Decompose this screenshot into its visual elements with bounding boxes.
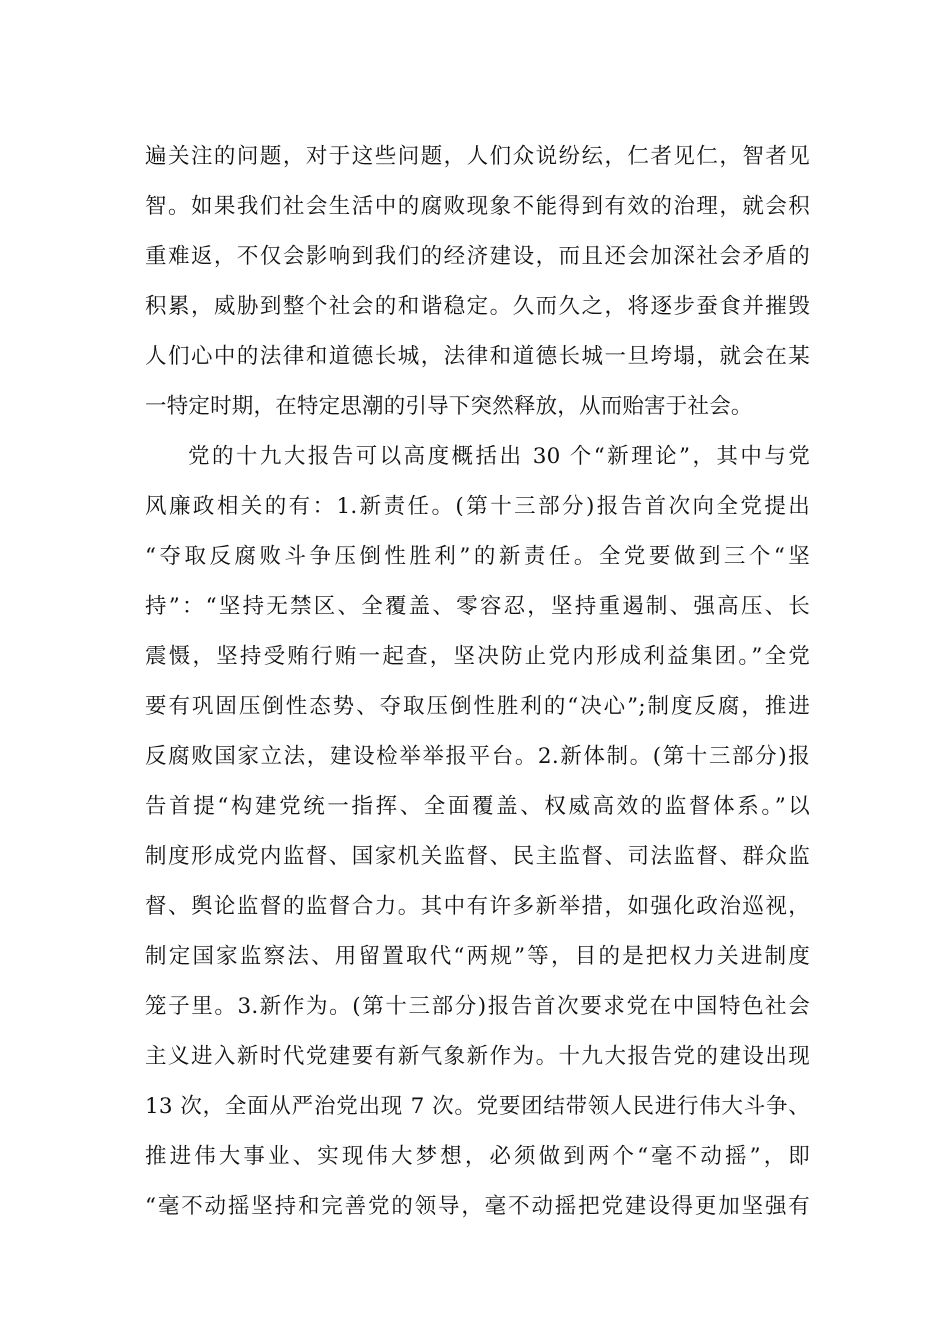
text-line: 人们心中的法律和道德长城，法律和道德长城一旦垮塌，就会在某 bbox=[145, 344, 810, 369]
text-line: 13 次，全面从严治党出现 7 次。党要团结带领人民进行伟大斗争、 bbox=[145, 1094, 810, 1119]
text-line: 震慑，坚持受贿行贿一起查，坚决防止党内形成利益集团。”全党 bbox=[145, 644, 810, 669]
text-line: 一特定时期，在特定思潮的引导下突然释放，从而贻害于社会。 bbox=[145, 394, 753, 419]
text-line: “毫不动摇坚持和完善党的领导，毫不动摇把党建设得更加坚强有 bbox=[145, 1194, 810, 1219]
text-line: “夺取反腐败斗争压倒性胜利”的新责任。全党要做到三个“坚 bbox=[145, 544, 810, 569]
text-line: 重难返，不仅会影响到我们的经济建设，而且还会加深社会矛盾的 bbox=[145, 244, 810, 269]
text-line: 持”：“坚持无禁区、全覆盖、零容忍，坚持重遏制、强高压、长 bbox=[145, 594, 810, 619]
text-line: 推进伟大事业、实现伟大梦想，必须做到两个“毫不动摇”，即 bbox=[145, 1144, 810, 1169]
text-line: 笼子里。3.新作为。(第十三部分)报告首次要求党在中国特色社会 bbox=[145, 994, 810, 1019]
text-line: 告首提“构建党统一指挥、全面覆盖、权威高效的监督体系。”以 bbox=[145, 794, 810, 819]
text-line: 主义进入新时代党建要有新气象新作为。十九大报告党的建设出现 bbox=[145, 1044, 810, 1069]
text-line: 智。如果我们社会生活中的腐败现象不能得到有效的治理，就会积 bbox=[145, 194, 810, 219]
text-line: 积累，威胁到整个社会的和谐稳定。久而久之，将逐步蚕食并摧毁 bbox=[145, 294, 810, 319]
text-line: 督、舆论监督的监督合力。其中有许多新举措，如强化政治巡视， bbox=[145, 894, 810, 919]
paragraph-first-line: 党的十九大报告可以高度概括出 30 个“新理论”，其中与党 bbox=[188, 444, 810, 469]
text-line: 要有巩固压倒性态势、夺取压倒性胜利的“决心”;制度反腐，推进 bbox=[145, 694, 810, 719]
text-line: 遍关注的问题，对于这些问题，人们众说纷纭，仁者见仁，智者见 bbox=[145, 144, 810, 169]
text-line: 制度形成党内监督、国家机关监督、民主监督、司法监督、群众监 bbox=[145, 844, 810, 869]
text-line: 风廉政相关的有：1.新责任。(第十三部分)报告首次向全党提出 bbox=[145, 494, 810, 519]
text-line: 反腐败国家立法，建设检举举报平台。2.新体制。(第十三部分)报 bbox=[145, 744, 810, 769]
text-line: 制定国家监察法、用留置取代“两规”等，目的是把权力关进制度 bbox=[145, 944, 810, 969]
